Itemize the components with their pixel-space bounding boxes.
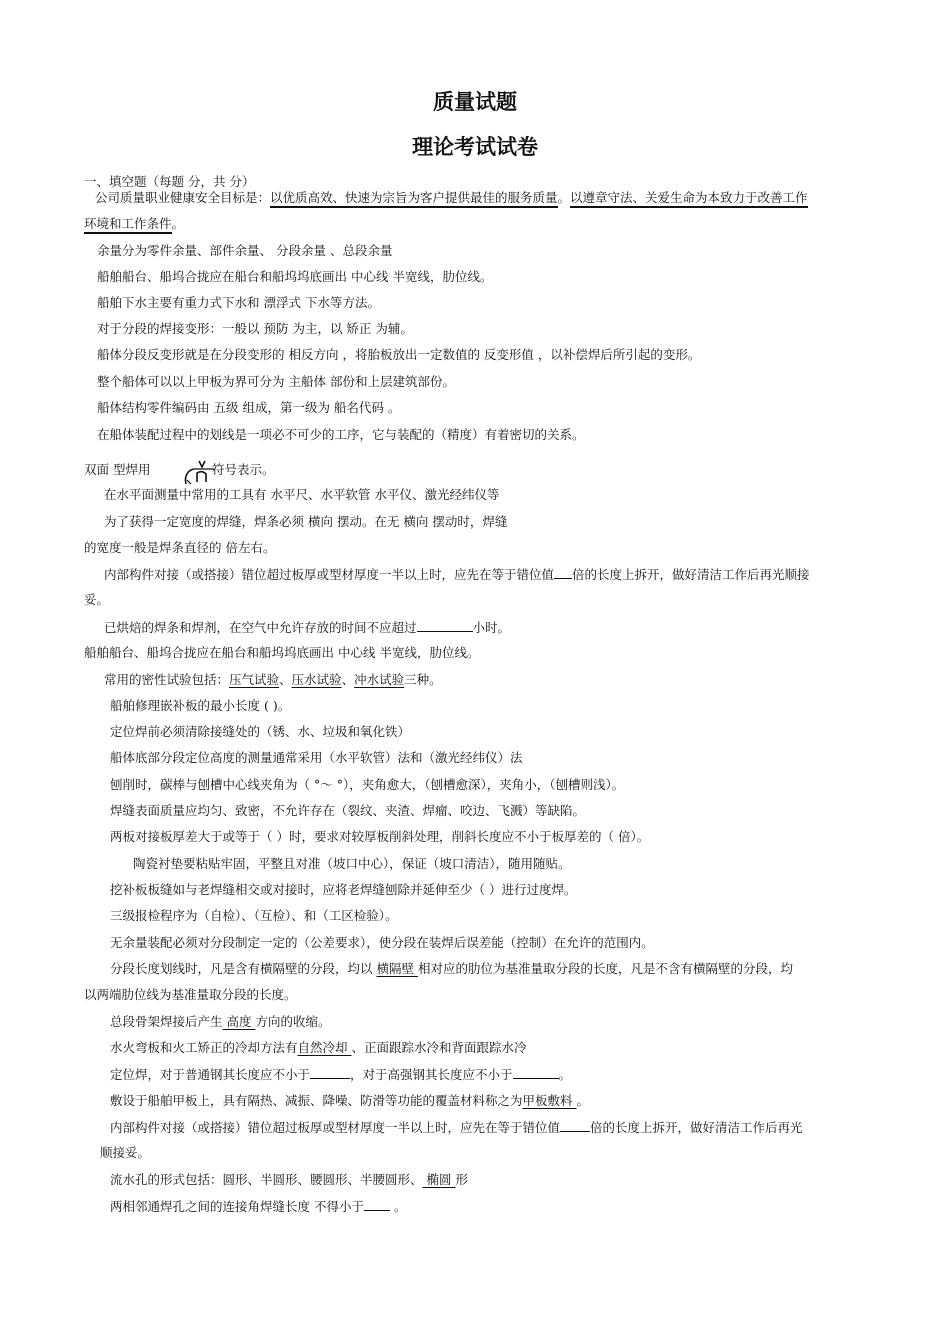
question-7: 整个船体可以以上甲板为界可分为 主船体 部份和上层建筑部份。 bbox=[97, 374, 455, 389]
answer-blank bbox=[513, 1066, 559, 1079]
question-32-cont: 顺接妥。 bbox=[100, 1145, 151, 1160]
question-10-a: 双面 型焊用 bbox=[84, 462, 151, 477]
question-3: 船舶船台、船坞合拢应在船台和船坞坞底画出 中心线 半宽线，肋位线。 bbox=[97, 269, 493, 284]
question-29: 水火弯板和火工矫正的冷却方法有自然冷却 、正面跟踪水冷和背面跟踪水冷 bbox=[110, 1040, 527, 1055]
question-14: 已烘焙的焊条和焊剂，在空气中允许存放的时间不应超过 小时。 bbox=[104, 620, 511, 635]
weld-symbol-icon bbox=[180, 458, 216, 488]
answer-blank bbox=[364, 1198, 390, 1211]
question-31: 敷设于船舶甲板上，具有隔热、减振、降噪、防滑等功能的覆盖材料称之为甲板敷料 。 bbox=[110, 1093, 590, 1108]
question-27-cont: 以两端肋位线为基准量取分段的长度。 bbox=[84, 987, 297, 1002]
answer-1a: 以优质高效、快速为宗旨为客户提供最佳的服务质量 bbox=[270, 190, 558, 208]
answer-blank bbox=[554, 566, 572, 579]
question-20: 刨削时，碳棒与刨槽中心线夹角为（ °～ °），夹角愈大，（刨槽愈深），夹角小，（刨槽则浅）。 bbox=[110, 777, 625, 792]
question-27: 分段长度划线时，凡是含有横隔壁的分段，均以 横隔壁 相对应的肋位为基准量取分段的长度，凡是不含有横隔壁的分段，均 bbox=[110, 961, 793, 976]
question-34: 两相邻通焊孔之间的连接角焊缝长度 不得小于 。 bbox=[110, 1199, 407, 1214]
question-6: 船体分段反变形就是在分段变形的 相反方向 ，将胎板放出一定数值的 反变形值 ，以补偿焊后所引起的变形。 bbox=[97, 347, 701, 362]
answer-1b: 以遵章守法、关爱生命为本致力于改善工作 bbox=[570, 190, 808, 208]
page-subtitle: 理论考试试卷 bbox=[412, 135, 538, 159]
question-17: 船舶修理嵌补板的最小长度 ( )。 bbox=[110, 698, 291, 713]
question-9: 在船体装配过程中的划线是一项必不可少的工序，它与装配的（精度）有着密切的关系。 bbox=[97, 427, 585, 442]
question-15: 船舶船台、船坞合拢应在船台和船坞坞底画出 中心线 半宽线，肋位线。 bbox=[84, 645, 480, 660]
question-18: 定位焊前必须清除接缝处的（锈、水、垃圾和氧化铁） bbox=[110, 724, 411, 739]
answer-blank bbox=[417, 619, 473, 632]
question-5: 对于分段的焊接变形：一般以 预防 为主，以 矫正 为辅。 bbox=[97, 321, 413, 336]
answer-1c: 环境和工作条件 bbox=[84, 216, 172, 234]
question-23: 陶瓷衬垫要粘贴牢固，平整且对准（坡口中心），保证（坡口清洁），随用随贴。 bbox=[133, 856, 571, 871]
question-1-cont: 环境和工作条件。 bbox=[84, 216, 184, 232]
question-4: 船舶下水主要有重力式下水和 漂浮式 下水等方法。 bbox=[97, 295, 380, 310]
question-1: 公司质量职业健康安全目标是：以优质高效、快速为宗旨为客户提供最佳的服务质量。以遵章守法、关爱生命为本致力于改善工作 bbox=[95, 190, 808, 206]
question-11: 在水平面测量中常用的工具有 水平尺、水平软管 水平仪、激光经纬仪等 bbox=[104, 487, 500, 502]
page-title: 质量试题 bbox=[433, 90, 517, 114]
question-28: 总段骨架焊接后产生 高度 方向的收缩。 bbox=[110, 1014, 331, 1029]
question-32: 内部构件对接（或搭接）错位超过板厚或型材厚度一半以上时，应先在等于错位值 倍的长度上拆开，做好清洁工作后再光 bbox=[110, 1120, 803, 1135]
section-heading: 一、填空题（每题 分，共 分） bbox=[84, 174, 255, 189]
answer-blank bbox=[560, 1119, 590, 1132]
question-12-cont: 的宽度一般是焊条直径的 倍左右。 bbox=[84, 540, 276, 555]
question-24: 挖补板板缝如与老焊缝相交或对接时，应将老焊缝刨除并延伸至少（ ）进行过度焊。 bbox=[110, 882, 577, 897]
question-16: 常用的密性试验包括：压气试验、压水试验、冲水试验三种。 bbox=[104, 672, 442, 687]
question-12: 为了获得一定宽度的焊缝，焊条必须 横向 摆动。在无 横向 摆动时，焊缝 bbox=[104, 514, 508, 529]
answer-blank bbox=[310, 1066, 350, 1079]
question-33: 流水孔的形式包括：圆形、半圆形、腰圆形、半腰圆形、 椭圆 形 bbox=[110, 1172, 468, 1187]
question-13: 内部构件对接（或搭接）错位超过板厚或型材厚度一半以上时，应先在等于错位值 倍的长度上拆开，做好清洁工作后再光顺接 bbox=[104, 567, 810, 582]
question-10-b: 符号表示。 bbox=[212, 462, 275, 477]
question-8: 船体结构零件编码由 五级 组成，第一级为 船名代码 。 bbox=[97, 400, 401, 415]
question-25: 三级报检程序为（自检）、（互检）、和（工区检验）。 bbox=[110, 908, 398, 923]
question-19: 船体底部分段定位高度的测量通常采用（水平软管）法和（激光经纬仪）法 bbox=[110, 750, 523, 765]
question-21: 焊缝表面质量应均匀、致密，不允许存在（裂纹、夹渣、焊瘤、咬边、飞溅）等缺陷。 bbox=[110, 803, 586, 818]
question-26: 无余量装配必须对分段制定一定的（公差要求），使分段在装焊后误差能（控制）在允许的范围内。 bbox=[110, 935, 654, 950]
question-22: 两板对接板厚差大于或等于（ ）时，要求对较厚板削斜处理，削斜长度应不小于板厚差的（ 倍）。 bbox=[110, 829, 650, 844]
question-2: 余量分为零件余量、部件余量、 分段余量 、总段余量 bbox=[97, 243, 393, 258]
question-13-cont: 妥。 bbox=[84, 592, 110, 607]
question-30: 定位焊，对于普通钢其长度应不小于 ，对于高强钢其长度应不小于 。 bbox=[110, 1067, 572, 1082]
